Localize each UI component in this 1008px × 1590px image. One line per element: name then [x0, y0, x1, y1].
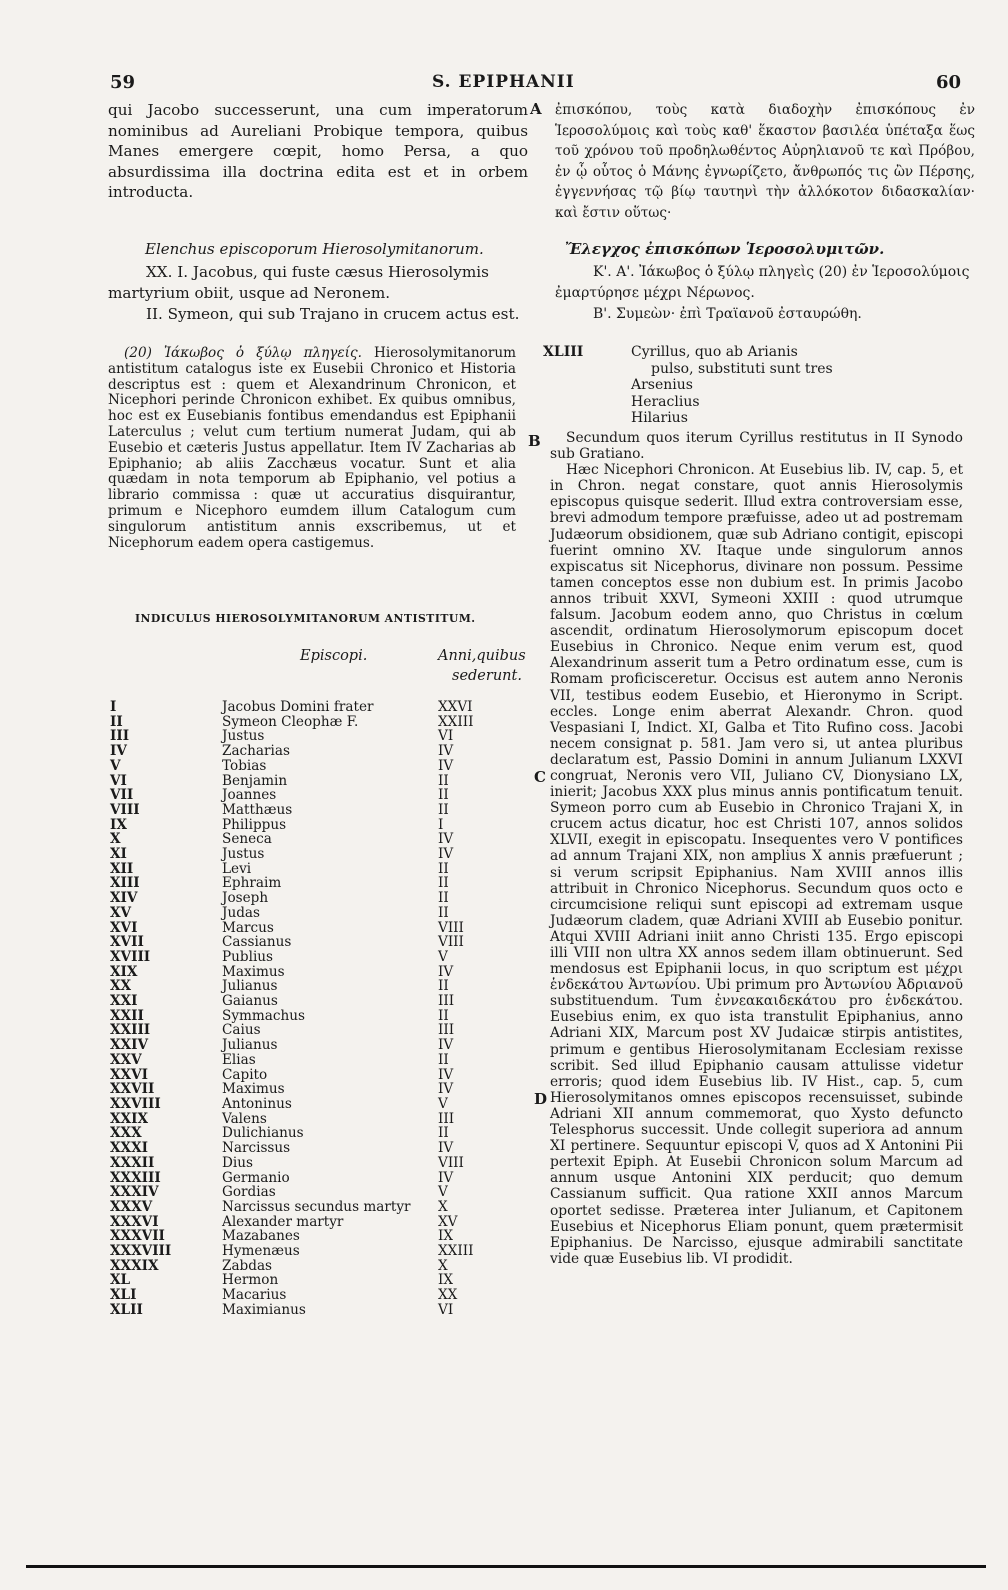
table-row	[110, 1009, 498, 1024]
bishop-number: XL	[110, 1272, 131, 1289]
bishop-years: XV	[438, 1213, 458, 1230]
bishop-years: II	[438, 890, 449, 907]
bishop-years: VIII	[438, 919, 464, 936]
page-number-right: 60	[936, 72, 962, 93]
bishop-name: Narcissus secundus martyr	[222, 1198, 411, 1215]
bishop-name: Philippus	[222, 816, 287, 833]
table-row	[110, 1185, 498, 1200]
bishop-number: XXXIII	[110, 1169, 161, 1186]
table-row	[110, 1112, 498, 1127]
bishop-years: VIII	[438, 934, 464, 951]
table-row	[110, 862, 498, 877]
bishop-name: Matthæus	[222, 801, 293, 818]
latin-intro: qui Jacobo successerunt, una cum imperatorum nominibus ad Aureliani Probique tempora, quibus Manes emergere cœpit, homo Persa, a quo absurdissima illa doctrina edita est et in orbem introducta.	[108, 101, 528, 201]
table-row	[110, 729, 498, 744]
entry-line: Cyrillus, quo ab Arianis	[631, 344, 798, 360]
bishop-name: Levi	[222, 860, 252, 877]
bishop-years: II	[438, 860, 449, 877]
bishop-years: XXIII	[438, 1243, 474, 1260]
bishop-years: IV	[438, 1169, 454, 1186]
table-row	[110, 715, 498, 730]
table-row	[110, 832, 498, 847]
bishop-name: Dulichianus	[222, 1125, 304, 1142]
entry-item: Arsenius	[631, 377, 693, 393]
table-row	[110, 1273, 498, 1288]
bishop-number: XI	[110, 846, 127, 863]
elenchus-greek-entry: Β'. Συμεὼν· ἐπὶ Τραϊανοῦ ἐσταυρώθη.	[593, 306, 862, 322]
bishop-years: VI	[438, 728, 454, 745]
table-row	[110, 950, 498, 965]
bishop-name: Jacobus Domini frater	[222, 699, 374, 715]
bishop-years: IV	[438, 743, 454, 760]
bishop-years: IV	[438, 757, 454, 774]
bishop-name: Macarius	[222, 1287, 287, 1304]
bishop-name: Maximus	[222, 1081, 285, 1098]
elenchus-title-latin: Elenchus episcoporum Hierosolymitanorum.	[145, 240, 484, 258]
bishop-years: V	[438, 948, 448, 965]
bishop-years: VIII	[438, 1154, 464, 1171]
bishop-number: XXXVIII	[110, 1243, 172, 1260]
greek-intro: ἐπισκόπου, τοὺς κατὰ διαδοχὴν ἐπισκόπους ἐν Ἱεροσολύμοις καὶ τοὺς καθ' ἕκαστον βασιλέα ὑπέταξα ἕως τοῦ χρόνου τοῦ προδηλωθέντος Αὐρηλιανοῦ τε καὶ Πρόβου, ἐν ᾧ οὗτος ὁ Μάνης ἐγνωρίζετο, ἄνθρωπός τις ὢν Πέρσης, ἐγγεννήσας τῷ βίῳ ταυτηνὶ τὴν ἀλλόκοτον διδασκαλίαν· καὶ ἔστιν οὕτως·	[555, 102, 975, 221]
bishop-name: Germanio	[222, 1169, 290, 1186]
bishop-years: II	[438, 801, 449, 818]
bishop-years: X	[438, 1257, 448, 1274]
bishop-years: IV	[438, 1081, 454, 1098]
commentary-paragraph: Hæc Nicephori Chronicon. At Eusebius lib. IV, cap. 5, et in Chron. negat constare, quot annis Hierosolymis episcopus quisque sederit. Illud extra controversiam esse, brevi admodum tempore præfuisse, adeo ut ad postremam Judæorum obsidionem, quæ sub Adriano contigit, episcopi fuerint omnino XV. Itaque unde singulorum annos expiscatus sit Nicephorus, divinare non possum. Pessime tamen conceptos esse non dubium est. In primis Jacobo annos tribuit XXVI, Symeoni XXIII : quod utrumque falsum. Jacobum eodem anno, quo Christus in cœlum ascendit, ordinatum Hierosolymorum episcopum docet Eusebius in Chronico. Neque enim verum est, quod Alexandrinum asserit tum a Petro ordinatum esse, cum is Romam proficisceretur. Occisus est autem anno Neronis VII, testibus eodem Eusebio, et Hieronymo in Script. eccles. Longe enim aberrat Alexandr. Chron. quod Vespasiani I, Indict. XI, Galba et Tito Rufino coss. Jacobi necem consignat p. 581. Jam vero si, ut antea pluribus declaratum est, Passio Domini in annum Julianum LXXVI congruat, Neronis vero VII, Juliano CV, Dionysiano LX, inierit; Jacobus XXX plus minus annis pontificatum tenuit. Symeon porro cum ab Eusebio in Chronico Trajani X, in crucem actus dicatur, hoc est Christi 107, annos solidos XLVII, exegit in episcopatu. Insequentes vero V pontifices ad annum Trajani XIX, non amplius X annis præfuerunt ; si verum scripsit Epiphanius. Nam XVIII annos illis attribuit in Chronico Nicephorus. Secundum quos octo e circumcisione reliqui sunt episcopi ad extremam usque Judæorum cladem, quæ Adriani XVIII ab Eusebio ponitur. Atqui XVIII Adriani iniit anno Christi 135. Ergo episcopi illi VIII non ultra XX annos sedem illam obtinuerunt. Sed mendosus est Epiphanii locus, in quo scriptum est μέχρι ἑνδεκάτου Ἀντωνίου. Ubi primum pro Ἀντωνίου Ἀδριανοῦ substituendum. Tum ἐννεακαιδεκάτου pro ἑνδεκάτου. Eusebius enim, ex quo ista transtulit Epiphanius, anno Adriani XIX, Marcum post XV Judaicæ stirpis antistites, primum e gentibus Hierosolymitanam Ecclesiam rexisse scribit. Sed illud Epiphanio causam attulisse videtur erroris; quod idem Eusebius lib. IV Hist., cap. 5, cum Hierosolymitanos omnes episcopos recensuisset, subinde Adriani XII annum commemorat, quo Xysto defuncto Telesphorus successit. Unde collegit superiora ad annum XI pertinere. Sequuntur episcopi V, quos ad X Antonini Pii pertexit Epiph. At Eusebii Chronicon solum Marcum ad annum usque Antonini XIX perducit; quo demum Cassianum sufficit. Qua ratione XXII annos Marcum oportet sedisse. Præterea inter Julianum, et Capitonem Eusebius et Nicephorus Eliam ponunt, quem prætermisit Epiphanius. De Narcisso, ejusque admirabili sanctitate vide quæ Eusebius lib. VI prodidit.	[550, 462, 963, 1267]
bishop-number: XVIII	[110, 948, 151, 965]
bishop-number: XXXIX	[110, 1257, 159, 1274]
table-row	[110, 1038, 498, 1053]
bishop-name: Dius	[222, 1154, 253, 1171]
bishop-name: Maximianus	[222, 1301, 306, 1318]
column-header-sederunt: sederunt.	[452, 668, 522, 684]
bishop-number: XXVII	[110, 1081, 155, 1098]
commentary	[550, 430, 963, 1267]
footnote-lemma: (20) Ἰάκωβος ὁ ξύλῳ πληγείς.	[124, 345, 362, 361]
bishop-name: Caius	[222, 1022, 261, 1039]
bishop-name: Publius	[222, 948, 274, 965]
bishop-number: VIII	[110, 801, 140, 818]
bishop-name: Julianus	[222, 1037, 278, 1054]
table-row	[110, 818, 498, 833]
bishop-years: III	[438, 993, 455, 1010]
bishop-name: Justus	[222, 846, 265, 863]
bishop-name: Zabdas	[222, 1257, 273, 1274]
table-row	[110, 1171, 498, 1186]
table-row	[110, 1200, 498, 1215]
table-row	[110, 1156, 498, 1171]
bishop-number: XLI	[110, 1287, 137, 1304]
bishop-name: Symeon Cleophæ F.	[222, 713, 359, 730]
bishop-name: Joannes	[222, 787, 277, 804]
bishop-years: IV	[438, 1066, 454, 1083]
bishop-number: X	[110, 831, 121, 848]
entry-item: Hilarius	[631, 410, 688, 426]
table-row	[110, 1097, 498, 1112]
table-row	[110, 1244, 498, 1259]
bishop-number: XLII	[110, 1301, 143, 1318]
marginal-letter-c: C	[534, 768, 546, 786]
bishop-years: XXIII	[438, 713, 474, 730]
bishop-number: XXIII	[110, 1022, 151, 1039]
bishop-name: Valens	[222, 1110, 267, 1127]
entry-number: XLIII	[543, 344, 584, 360]
table-row	[110, 965, 498, 980]
table-row	[110, 847, 498, 862]
commentary-paragraph: Secundum quos iterum Cyrillus restitutus in II Synodo sub Gratiano.	[550, 430, 963, 463]
bishop-name: Symmachus	[222, 1007, 305, 1024]
table-row	[110, 921, 498, 936]
bishop-number: XIII	[110, 875, 140, 892]
bishop-years: V	[438, 1095, 448, 1112]
page-header	[0, 72, 1008, 100]
bishop-number: III	[110, 728, 130, 745]
bishop-number: XXII	[110, 1007, 144, 1024]
elenchus-latin-entry: XX. I. Jacobus, qui fuste cæsus Hierosolymis martyrium obiit, usque ad Neronem.	[108, 263, 489, 302]
bishop-years: XX	[438, 1287, 458, 1304]
bishop-name: Antoninus	[222, 1095, 292, 1112]
bishop-number: IX	[110, 816, 127, 833]
bishop-years: IV	[438, 1140, 454, 1157]
table-row	[110, 1053, 498, 1068]
bishop-number: XXXVII	[110, 1228, 165, 1245]
bishop-name: Marcus	[222, 919, 274, 936]
bishop-number: XVII	[110, 934, 144, 951]
bishop-number: XII	[110, 860, 134, 877]
indiculus-title: INDICULUS HIEROSOLYMITANORUM ANTISTITUM.	[135, 612, 476, 625]
bishop-number: XXI	[110, 993, 138, 1010]
bishop-years: V	[438, 1184, 448, 1201]
bishop-number: XIX	[110, 963, 138, 980]
bishop-number: XXXIV	[110, 1184, 159, 1201]
table-row	[110, 1288, 498, 1303]
bishop-number: XXX	[110, 1125, 142, 1142]
bishop-number: XXIX	[110, 1110, 149, 1127]
bishops-table	[110, 700, 498, 1318]
bishop-number: XXXV	[110, 1198, 153, 1215]
bishop-years: I	[438, 816, 444, 833]
bishop-name: Seneca	[222, 831, 272, 848]
bishop-number: XXIV	[110, 1037, 149, 1054]
bishop-name: Narcissus	[222, 1140, 291, 1157]
bishop-name: Judas	[222, 904, 260, 921]
bishop-number: XXVI	[110, 1066, 149, 1083]
bishop-number: V	[110, 757, 121, 774]
table-row	[110, 1126, 498, 1141]
table-row	[110, 906, 498, 921]
bishop-name: Hymenæus	[222, 1243, 300, 1260]
elenchus-greek-entry: Κ'. Α'. Ἰάκωβος ὁ ξύλῳ πληγεὶς (20) ἐν Ἱεροσολύμοις ἐμαρτύρησε μέχρι Νέρωνος.	[555, 264, 970, 301]
bishop-years: II	[438, 1007, 449, 1024]
footnote-text: Hierosolymitanorum antistitum catalogus iste ex Eusebii Chronico et Historia descriptus est : quem et Alexandrinum Chronicon, et Nicephori perinde Chronicon exhibet. Ex quibus omnibus, hoc est ex Eusebianis fontibus emendandus est Epiphanii Laterculus ; velut cum tertium numerat Judam, qui ab Eusebio et cæteris Justus appellatur. Item IV Zacharias ab Epiphanio; ab aliis Zacchæus vocatur. Sunt et alia quædam in nota temporum ab Epiphanio, vel potius a librario commissa : quæ ut accuratius disquirantur, primum e Nicephoro eumdem illum Catalogum cum singulorum antistitum annis exscribemus, ut et Nicephorum eadem opera castigemus.	[108, 345, 516, 551]
bishop-name: Zacharias	[222, 743, 290, 760]
footnote-20	[108, 346, 516, 551]
bishop-number: I	[110, 699, 117, 715]
bishop-number: XXXII	[110, 1154, 155, 1171]
bishop-name: Maximus	[222, 963, 285, 980]
table-row	[110, 876, 498, 891]
table-row	[110, 1229, 498, 1244]
table-row	[110, 1259, 498, 1274]
bishop-years: III	[438, 1110, 455, 1127]
column-header-anni: Anni,quibus	[438, 648, 526, 664]
running-title: S. EPIPHANII	[432, 72, 575, 92]
table-row	[110, 935, 498, 950]
elenchus-latin	[108, 262, 528, 325]
table-row	[110, 744, 498, 759]
bishop-name: Capito	[222, 1066, 268, 1083]
bishop-number: VII	[110, 787, 134, 804]
table-row	[110, 1068, 498, 1083]
bishop-years: IX	[438, 1272, 454, 1289]
bishop-name: Alexander martyr	[222, 1213, 344, 1230]
column-header-episcopi: Episcopi.	[300, 648, 368, 664]
bishop-name: Ephraim	[222, 875, 282, 892]
table-row	[110, 700, 498, 715]
table-row	[110, 803, 498, 818]
bishop-name: Joseph	[222, 890, 269, 907]
table-row	[110, 774, 498, 789]
elenchus-latin-entry: II. Symeon, qui sub Trajano in crucem actus est.	[146, 305, 520, 323]
entry-line: pulso, substituti sunt tres	[651, 360, 833, 377]
table-row	[110, 1215, 498, 1230]
marginal-letter-a: A	[530, 100, 542, 118]
bishop-name: Cassianus	[222, 934, 292, 951]
table-row	[110, 788, 498, 803]
bishop-years: VI	[438, 1301, 454, 1318]
bishop-number: IV	[110, 743, 127, 760]
table-row	[110, 994, 498, 1009]
bishop-name: Benjamin	[222, 772, 288, 789]
bishop-name: Tobias	[222, 757, 267, 774]
bishop-name: Mazabanes	[222, 1228, 300, 1245]
table-row	[110, 891, 498, 906]
bishop-name: Elias	[222, 1051, 256, 1068]
bishop-years: II	[438, 904, 449, 921]
bishop-years: II	[438, 875, 449, 892]
marginal-letter-b: B	[528, 432, 541, 450]
bishop-years: XXVI	[438, 699, 473, 715]
table-row	[110, 759, 498, 774]
bishop-years: III	[438, 1022, 455, 1039]
bishop-years: II	[438, 1125, 449, 1142]
page-number-left: 59	[110, 72, 136, 93]
bishop-number: XXXVI	[110, 1213, 159, 1230]
bishop-number: II	[110, 713, 123, 730]
bishop-years: II	[438, 978, 449, 995]
bishop-name: Gordias	[222, 1184, 276, 1201]
bishop-number: XVI	[110, 919, 138, 936]
bishop-name: Hermon	[222, 1272, 279, 1289]
bishop-years: IV	[438, 1037, 454, 1054]
bishop-name: Gaianus	[222, 993, 278, 1010]
elenchus-greek	[555, 262, 975, 325]
bottom-rule	[26, 1565, 986, 1568]
table-row	[110, 1141, 498, 1156]
bishop-years: IV	[438, 846, 454, 863]
bishop-number: XV	[110, 904, 132, 921]
bishop-number: XXVIII	[110, 1095, 161, 1112]
elenchus-title-greek: Ἔλεγχος ἐπισκόπων Ἱεροσολυμιτῶν.	[565, 240, 885, 258]
bishop-number: XIV	[110, 890, 138, 907]
bishop-name: Julianus	[222, 978, 278, 995]
bishop-number: VI	[110, 772, 127, 789]
bishop-years: IX	[438, 1228, 454, 1245]
table-row	[110, 1082, 498, 1097]
bishop-years: IV	[438, 831, 454, 848]
bishop-years: X	[438, 1198, 448, 1215]
bishop-number: XXXI	[110, 1140, 149, 1157]
table-row	[110, 979, 498, 994]
bishop-years: II	[438, 772, 449, 789]
bishop-number: XX	[110, 978, 132, 995]
bishop-number: XXV	[110, 1051, 142, 1068]
table-row	[110, 1023, 498, 1038]
entry-item: Heraclius	[631, 393, 700, 410]
table-row	[110, 1303, 498, 1318]
bishop-years: IV	[438, 963, 454, 980]
bishop-name: Justus	[222, 728, 265, 745]
bishop-years: II	[438, 1051, 449, 1068]
marginal-letter-d: D	[534, 1090, 548, 1108]
bishop-years: II	[438, 787, 449, 804]
